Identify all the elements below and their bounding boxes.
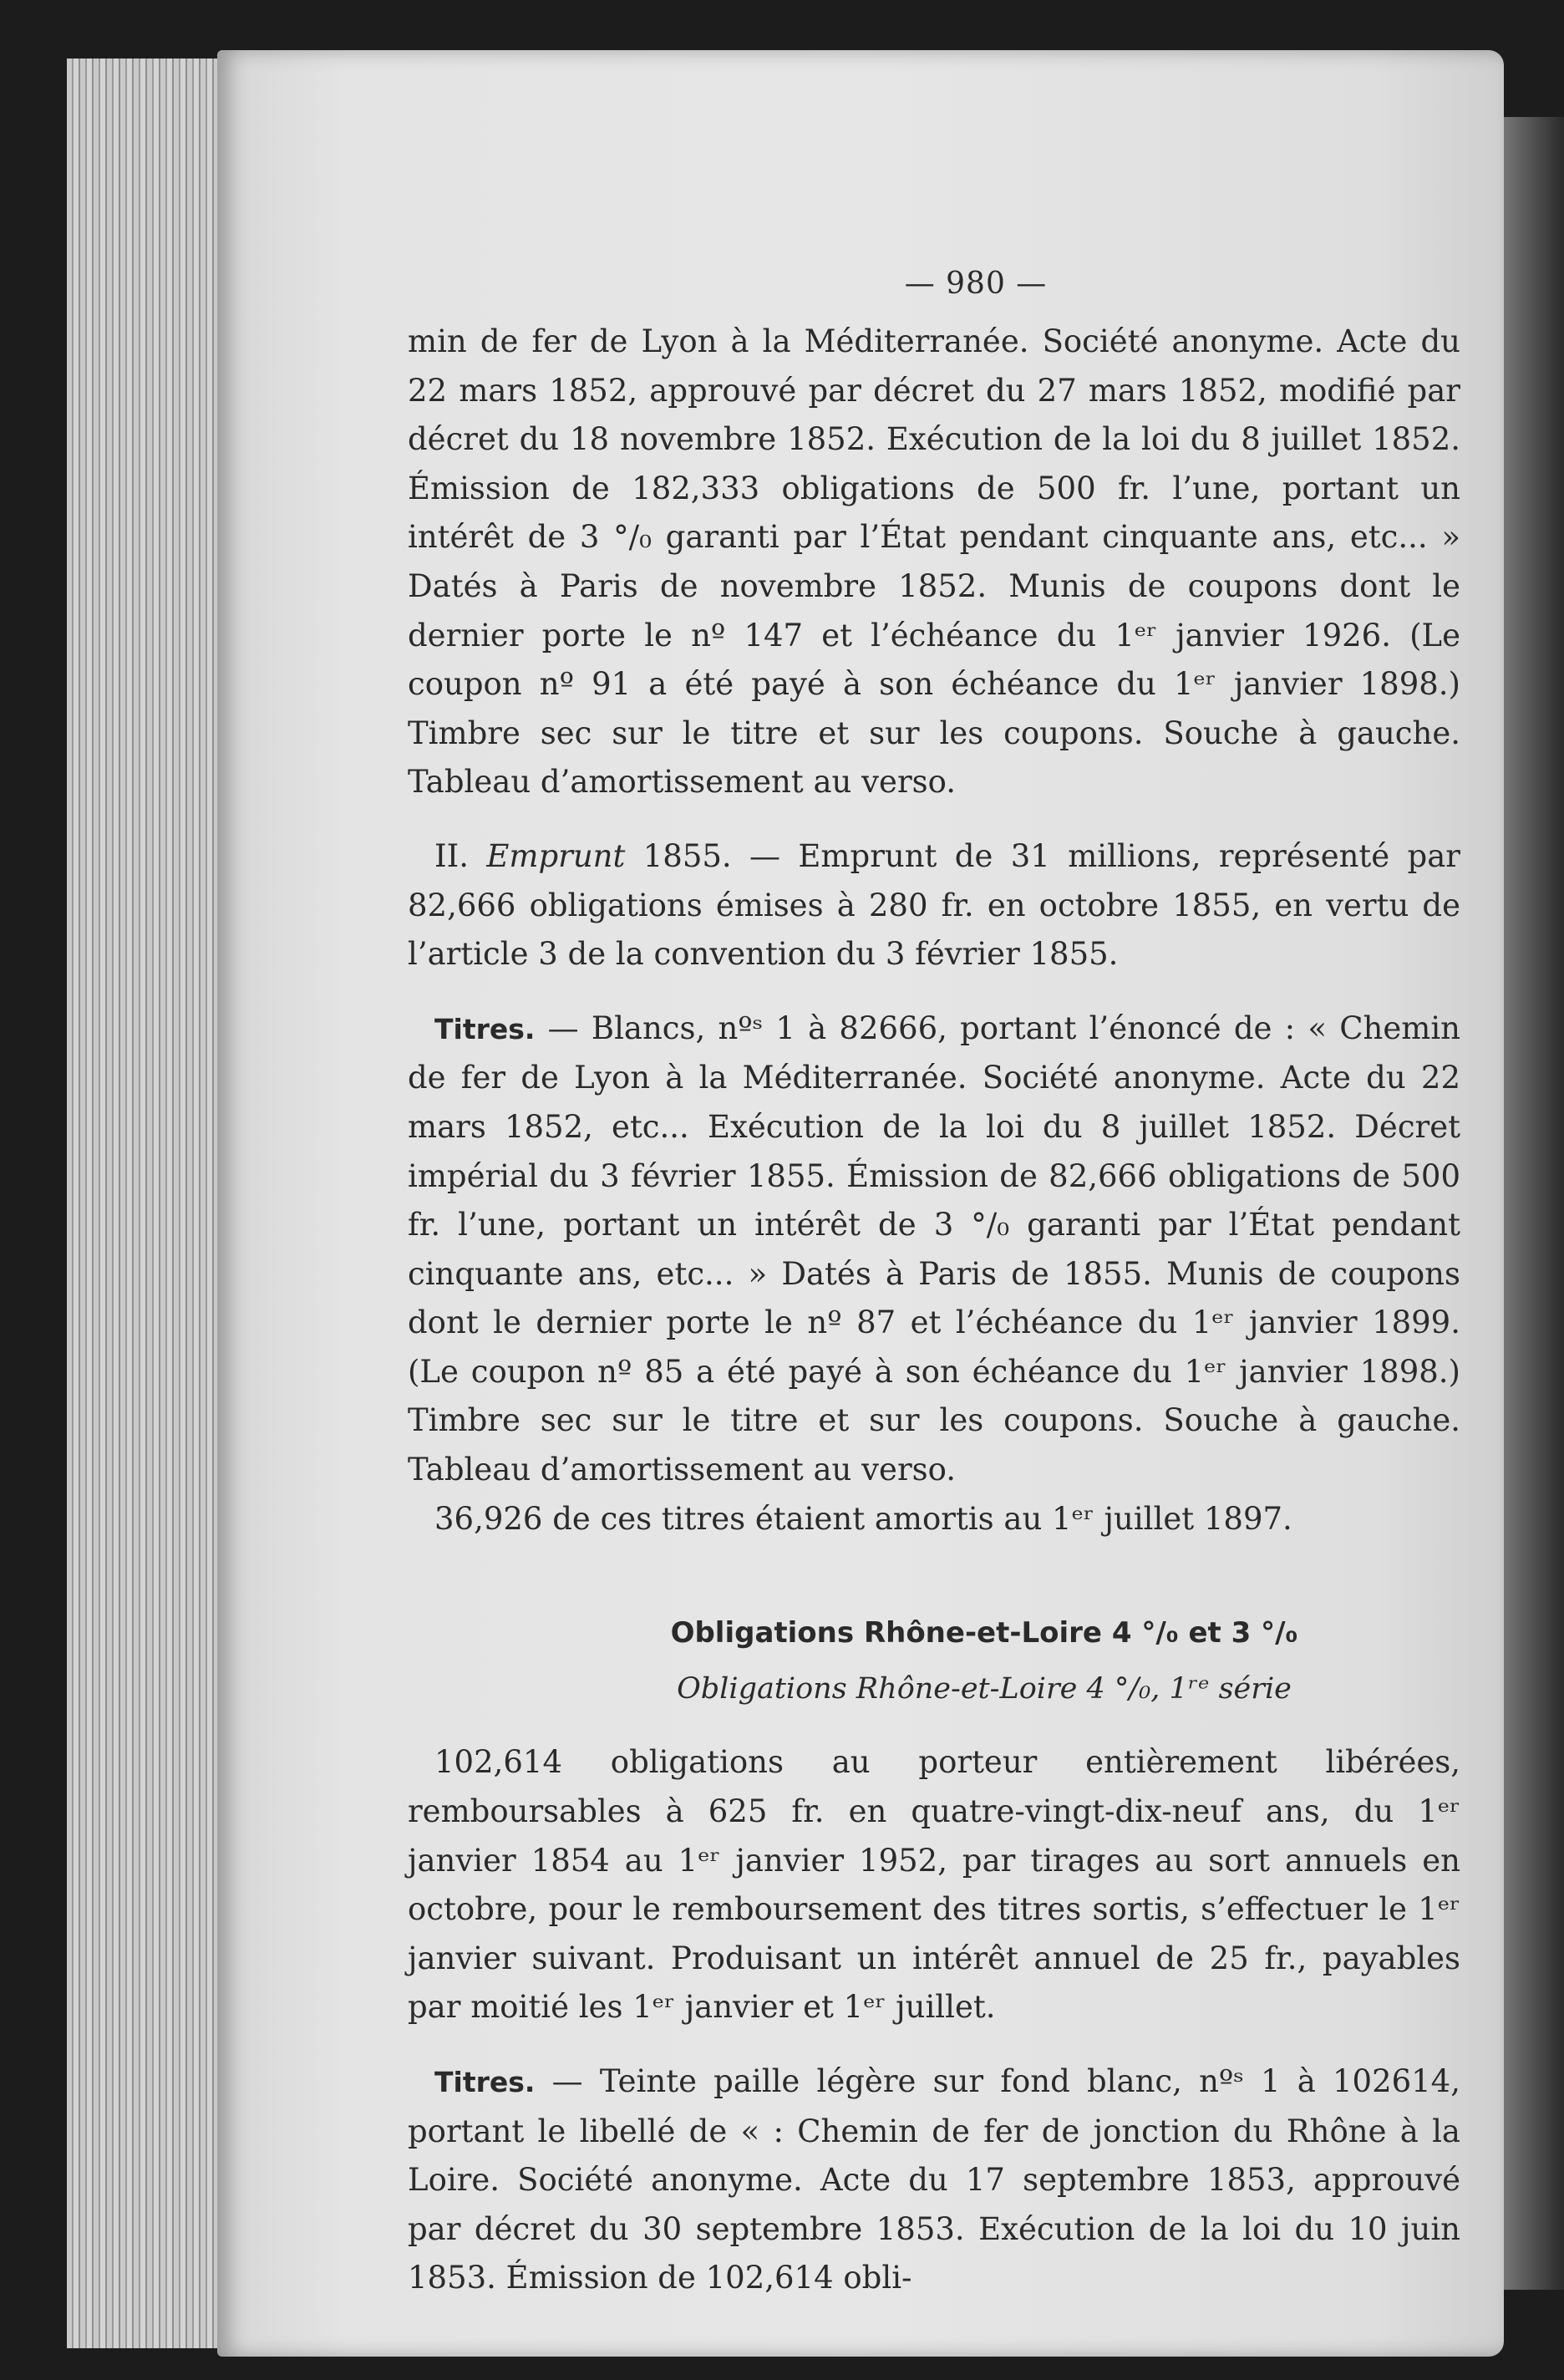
titres-label: Titres. <box>434 2066 536 2098</box>
paragraph-text: 1855. — Emprunt de 31 millions, représenté par 82,666 obligations émises à 280 fr. en octobre 1855, en vertu de l’article 3 de la convention du 3 février 1855. <box>408 837 1460 973</box>
paragraph-amortis: 36,926 de ces titres étaient amortis au 1ᵉʳ juillet 1897. <box>434 1500 1292 1537</box>
paragraph-titres-1 <box>408 1004 1460 1495</box>
paragraph-obligations: 102,614 obligations au porteur entièrement libérées, remboursables à 625 fr. en quatre-vingt-dix-neuf ans, du 1ᵉʳ janvier 1854 au 1ᵉʳ janvier 1952, par tirages au sort annuels en octobre, pour le remboursement des titres sortis, s’effectuer le 1ᵉʳ janvier suivant. Produisant un intérêt annuel de 25 fr., payables par moitié les 1ᵉʳ janvier et 1ᵉʳ juillet. <box>408 1744 1460 2026</box>
emprunt-label: Emprunt <box>486 837 626 874</box>
paragraph-text: — Teinte paille légère sur fond blanc, nºˢ 1 à 102614, portant le libellé de « : Chemin de fer de jonction du Rhône à la Loire. Société anonyme. Acte du 17 septembre 1853, approuvé par décret du 30 septembre 1853. Exécution de la loi du 10 juin 1853. Émission de 102,614 obli- <box>408 2063 1460 2296</box>
paragraph-emprunt-1855 <box>408 832 1460 979</box>
section-subheading: Obligations Rhône-et-Loire 4 °/₀, 1ʳᵉ série <box>677 1671 1292 1706</box>
page-content <box>408 251 1460 2303</box>
titres-label: Titres. <box>434 1012 536 1045</box>
facing-page-edge <box>1501 117 1564 2290</box>
section-heading: Obligations Rhône-et-Loire 4 °/₀ et 3 °/₀ <box>670 1616 1298 1650</box>
paragraph-text: — Blancs, nºˢ 1 à 82666, portant l’énoncé de : « Chemin de fer de Lyon à la Méditerranée. Société anonyme. Acte du 22 mars 1852, etc... Exécution de la loi du 8 juillet 1852. Décret impérial du 3 février 1855. Émission de 82,666 obligations de 500 fr. l’une, portant un intérêt de 3 °/₀ garanti par l’État pendant cinquante ans, etc... » Datés à Paris de 1855. Munis de coupons dont le dernier porte le nº 87 et l’échéance du 1ᵉʳ janvier 1899. (Le coupon nº 85 a été payé à son échéance du 1ᵉʳ janvier 1898.) Timbre sec sur le titre et sur les coupons. Souche à gauche. Tableau d’amortissement au verso. <box>408 1009 1460 1488</box>
paragraph-titres-2 <box>408 2057 1460 2303</box>
page-number: — 980 — <box>904 267 1048 301</box>
paragraph-1: min de fer de Lyon à la Méditerranée. Société anonyme. Acte du 22 mars 1852, approuvé par décret du 27 mars 1852, modifié par décret du 18 novembre 1852. Exécution de la loi du 8 juillet 1852. Émission de 182,333 obligations de 500 fr. l’une, portant un intérêt de 3 °/₀ garanti par l’État pendant cinquante ans, etc... » Datés à Paris de novembre 1852. Munis de coupons dont le dernier porte le nº 147 et l’échéance du 1ᵉʳ janvier 1926. (Le coupon nº 91 a été payé à son échéance du 1ᵉʳ janvier 1898.) Timbre sec sur le titre et sur les coupons. Souche à gauche. Tableau d’amortissement au verso. <box>408 323 1460 801</box>
paragraph-prefix: II. <box>434 837 469 874</box>
